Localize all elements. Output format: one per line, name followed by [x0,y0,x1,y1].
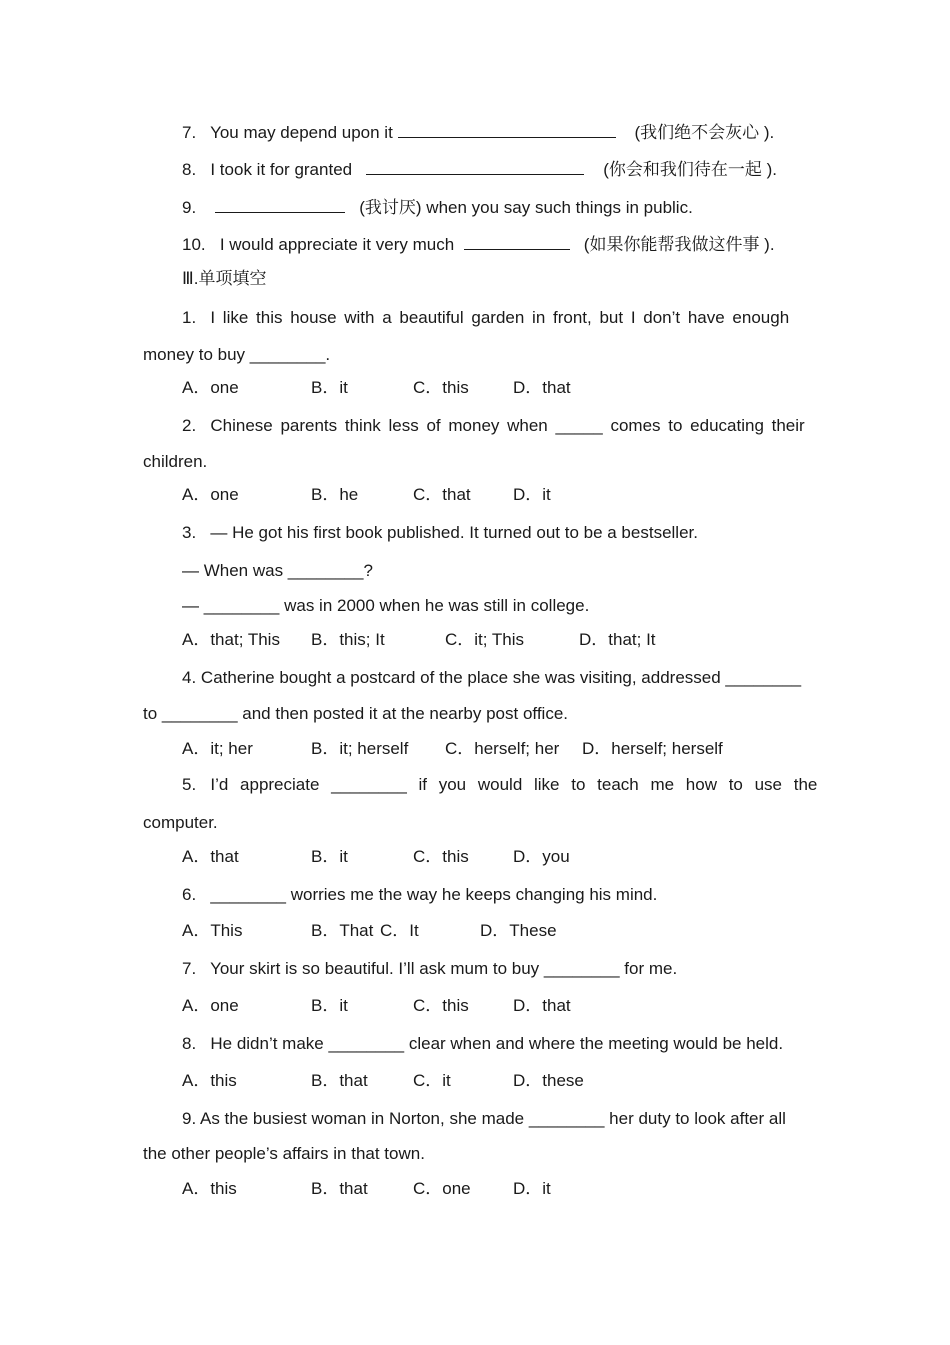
question-text: Catherine bought a postcard of the place she was visiting, addressed ________ [200,668,802,687]
item-number: 8. [182,160,197,179]
question-text: ________ worries me the way he keeps changing his mind. [210,885,658,904]
chinese-hint: (如果你能帮我做这件事 ). [583,235,775,254]
question-number: 1. [182,308,197,327]
question-number: 8. [182,1034,197,1053]
option-d[interactable]: D．you [513,847,570,866]
option-a[interactable]: A．this [182,1179,237,1198]
option-a[interactable]: A．that [182,847,239,866]
option-a[interactable]: A．one [182,485,239,504]
question-text: Chinese parents think less of money when _____ comes to educating their [210,416,805,435]
option-d[interactable]: D．These [480,921,557,940]
question-text: I’d appreciate ________ if you would like to teach me how to use the [210,775,818,794]
option-b[interactable]: B．it [311,996,348,1015]
option-c[interactable]: C．this [413,847,469,866]
option-d[interactable]: D．these [513,1071,584,1090]
option-d[interactable]: D．it [513,485,551,504]
question-text: Your skirt is so beautiful. I’ll ask mum to buy ________ for me. [210,959,678,978]
option-a[interactable]: A．This [182,921,243,940]
chinese-hint: (我们绝不会灰心 ). [634,123,775,142]
option-a[interactable]: A．this [182,1071,237,1090]
question-4-continued: to ________ and then posted it at the nearby post office. [143,704,569,723]
option-b[interactable]: B．That [311,921,374,940]
answer-blank[interactable] [215,196,345,213]
question-number: 2. [182,416,197,435]
option-a[interactable]: A．one [182,996,239,1015]
question-text: — He got his first book published. It turned out to be a bestseller. [210,523,698,542]
question-text: As the busiest woman in Norton, she made ________ her duty to look after all [199,1109,786,1128]
dialogue-line-3: — ________ was in 2000 when he was still in college. [182,596,590,615]
question-number: 7. [182,959,197,978]
option-c[interactable]: C．it [413,1071,451,1090]
question-number: 5. [182,775,197,794]
question-number: 4. [182,668,197,687]
question-text: He didn’t make ________ clear when and where the meeting would be held. [210,1034,784,1053]
question-2 [182,416,805,436]
question-text: I like this house with a beautiful garden in front, but I don’t have enough [210,308,790,327]
option-d[interactable]: D．it [513,1179,551,1198]
translation-item-7 [182,121,774,143]
answer-blank[interactable] [366,158,584,175]
dialogue-line-2: — When was ________? [182,561,373,580]
question-2-continued: children. [143,452,208,471]
option-c[interactable]: C．one [413,1179,471,1198]
question-9 [182,1109,786,1129]
question-8 [182,1034,783,1054]
option-b[interactable]: B．that [311,1071,368,1090]
option-c[interactable]: C．It [380,921,419,940]
answer-blank[interactable] [464,233,570,250]
option-d[interactable]: D．that; It [579,630,656,649]
item-number: 7. [182,123,197,142]
item-text: (我讨厌) when you say such things in public. [359,198,693,217]
item-number: 9. [182,198,197,217]
option-b[interactable]: B．he [311,485,359,504]
question-number: 6. [182,885,197,904]
question-6 [182,885,657,905]
question-1 [182,308,789,328]
option-d[interactable]: D．that [513,996,571,1015]
option-c[interactable]: C．that [413,485,471,504]
option-c[interactable]: C．herself; her [445,739,560,758]
option-b[interactable]: B．that [311,1179,368,1198]
question-3 [182,523,698,543]
option-b[interactable]: B．it; herself [311,739,409,758]
translation-item-8 [182,158,777,180]
question-number: 3. [182,523,197,542]
question-1-continued: money to buy ________. [143,345,331,364]
question-7 [182,959,677,979]
chinese-hint: (你会和我们待在一起 ). [603,160,777,179]
question-9-continued: the other people’s affairs in that town. [143,1144,425,1163]
option-d[interactable]: D．herself; herself [582,739,723,758]
option-c[interactable]: C．this [413,378,469,397]
option-a[interactable]: A．it; her [182,739,253,758]
question-4 [182,668,801,688]
item-text: I would appreciate it very much [219,235,455,254]
option-b[interactable]: B．it [311,847,348,866]
question-number: 9. [182,1109,197,1128]
option-c[interactable]: C．it; This [445,630,525,649]
option-b[interactable]: B．it [311,378,348,397]
section-title: Ⅲ.单项填空 [182,269,267,288]
translation-item-9 [182,196,693,218]
answer-blank[interactable] [398,121,616,138]
item-number: 10. [182,235,206,254]
option-d[interactable]: D．that [513,378,571,397]
option-a[interactable]: A．one [182,378,239,397]
item-text: I took it for granted [210,160,353,179]
question-5 [182,775,817,795]
option-a[interactable]: A．that; This [182,630,280,649]
option-b[interactable]: B．this; It [311,630,385,649]
option-c[interactable]: C．this [413,996,469,1015]
question-5-continued: computer. [143,813,218,832]
translation-item-10 [182,233,775,255]
item-text: You may depend upon it [210,123,393,142]
